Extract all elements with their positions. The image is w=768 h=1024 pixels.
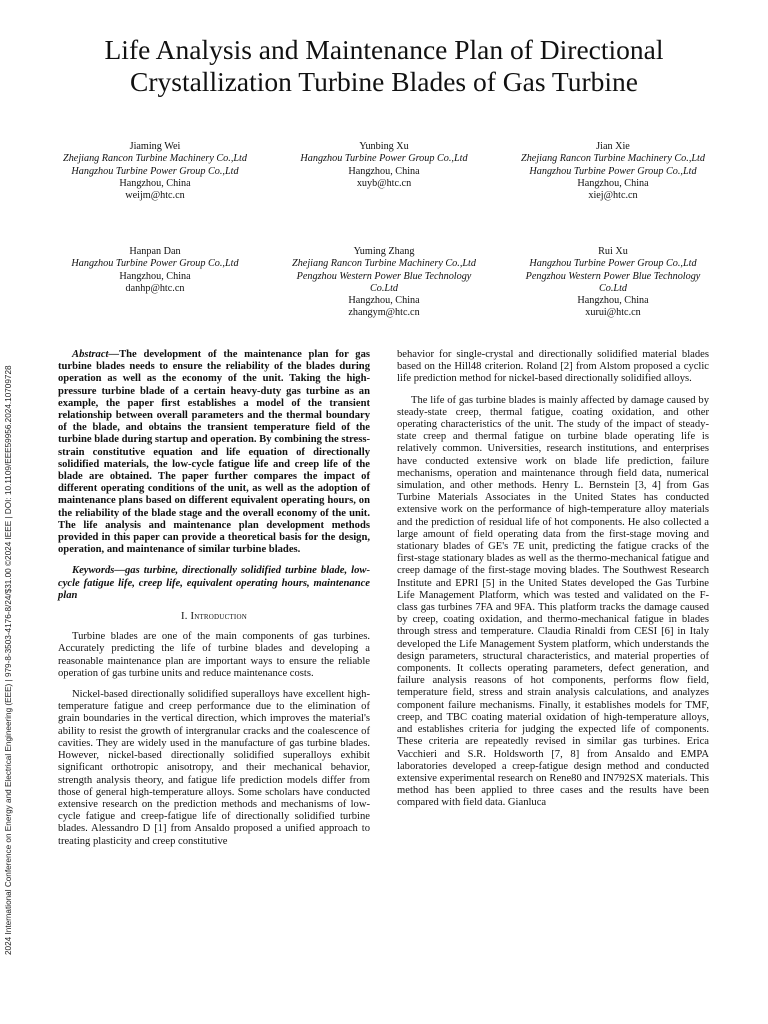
author-email: xuyb@htc.cn	[356, 177, 412, 189]
author-city: Hangzhou, China	[577, 295, 649, 307]
author-affiliation: Hangzhou Turbine Power Group Co.,Ltd	[71, 258, 239, 270]
author-email: zhangym@htc.cn	[348, 307, 420, 319]
author-email: xiej@htc.cn	[588, 190, 638, 202]
doi-sidebar-text: 2024 International Conference on Energy and Electrical Engineering (EEE) | 979-8-3503-4176-8/24/$31.00 ©2024 IEEE | DOI: 10.1109/EEE59956.2024.10709728	[4, 365, 13, 955]
paper-title: Life Analysis and Maintenance Plan of Directional Crystallization Turbine Blades of Gas Turbine	[104, 34, 664, 97]
author-affiliation: Zhejiang Rancon Turbine Machinery Co.,Ltd	[292, 258, 476, 270]
body-paragraph: Turbine blades are one of the main components of gas turbines. Accurately predicting the life of turbine blades and developing a reasonable maintenance plan are important ways to ensure the reliable operation of gas turbine units and reduce maintenance costs.	[58, 631, 370, 679]
abstract-label: Abstract—	[72, 349, 120, 360]
author-name: Hanpan Dan	[129, 246, 181, 257]
author-city: Hangzhou, China	[348, 295, 420, 307]
author-city: Hangzhou, China	[348, 165, 420, 177]
author-name: Jiaming Wei	[129, 141, 181, 152]
author-city: Hangzhou, China	[119, 177, 191, 189]
author-city: Hangzhou, China	[119, 270, 191, 282]
author-affiliation: Zhejiang Rancon Turbine Machinery Co.,Ltd	[521, 153, 705, 165]
author-name: Yuming Zhang	[353, 246, 415, 257]
author-email: xurui@htc.cn	[585, 307, 641, 319]
abstract-text: The development of the maintenance plan for gas turbine blades needs to ensure the reliability of the blades during operation as well as the economy of the unit. Taking the high-pressure turbine blade of a certain heavy-duty gas turbine as an example, the paper first establishes a model of the transient relationship between overall parameters and the thermal boundary of the blade, and obtains the transient temperature field of the turbine blade during startup and operation. By combining the stress-strain constitutive equation and life equation of directionally solidified materials, the low-cycle fatigue life and creep life of the blade are obtained. The paper further compares the impact of different operating conditions of the unit, as well as the adoption of maintenance plans based on different equivalent operating hours, on the reliability of the blade stage and the overall economy of the unit. The life analysis and maintenance plan development methods provided in this paper can provide a theoretical basis for the design, operation, and maintenance of similar turbine blades.	[58, 349, 370, 556]
author-affiliation: Zhejiang Rancon Turbine Machinery Co.,Ltd	[63, 153, 247, 165]
author-city: Hangzhou, China	[577, 177, 649, 189]
body-paragraph: The life of gas turbine blades is mainly affected by damage caused by steady-state creep, thermal fatigue, coating oxidation, and other operating characteristics of the unit. The study of the impact of steady-state creep and thermal fatigue on turbine blade operating life is relatively common. Universities, research institutions, and enterprises have conducted extensive work on blade life prediction, failure mechanisms, operation and maintenance through field data, numerical simulation, and other methods. Henry L. Bernstein [3, 4] from Gas Turbine Materials Associates in the United States has conducted extensive work on the performance of high-temperature alloy materials and the prediction of residual life of hot components. He also collected a large amount of field operating data from the first-stage moving and stationary blades of GE's 7E unit, predicting the fatigue cracks of the first-stage stationary blades as well as the thermo-mechanical fatigue and creep damage of the first-stage moving blades. The Southwest Research Institute and EPRI [5] in the United States developed the Gas Turbine Life Management Platform, which was tested and validated on the F-class gas turbines 7FA and 9FA. This platform tracks the damage caused by creep, coating oxidation, and thermo-mechanical fatigue in blades through stress and temperature. Claudia Rinaldi from CESI [6] in Italy developed the Life Management System platform, which understands the design parameters, structural characteristics, and material properties of components. It collects operating parameters, defect generation, and failure analysis reasons of hot components, performs flow field, temperature field, stress and strain analysis calculations, and analyzes component failure mechanisms. Finally, it establishes models for TMF, creep, and TBC coating material oxidation of high-temperature alloys, and establishes criteria for judging the expected life of components. These criteria are repeatedly revised in similar gas turbines. Erica Vacchieri and S.R. Holdsworth [7, 8] from Ansaldo and EMPA laboratories developed a creep-fatigue design method and conducted extensive experimental research on Rene80 and IN792SX materials. This method has been applied to three cases and the results have been compared with field data. Gianluca	[397, 394, 709, 809]
keywords-label: Keywords—	[72, 565, 125, 577]
author-block	[289, 246, 479, 320]
author-block	[60, 141, 250, 202]
left-column	[58, 349, 370, 857]
body-paragraph: Nickel-based directionally solidified superalloys have excellent high-temperature fatigue and creep performance due to the elimination of grain boundaries in the vertical direction, which improves the material's ability to resist the growth of intergranular cracks and the coalescence of cavities. They are widely used in the manufacture of gas turbine blades. However, nickel-based directionally solidified superalloys exhibit significant orthotropic anisotropy, and their mechanical behavior, strength analysis theory, and fatigue life prediction models differ from those of general high-temperature alloys. Some scholars have conducted extensive research on the prediction methods and mechanisms of low-cycle fatigue and creep-fatigue life of directionally solidified turbine blades. Alessandro D [1] from Ansaldo proposed a unified approach to treating plasticity and creep constitutive	[58, 689, 370, 847]
author-affiliation: Hangzhou Turbine Power Group Co.,Ltd	[529, 165, 697, 177]
author-affiliation: Pengzhou Western Power Blue Technology Co.Ltd	[525, 270, 701, 294]
author-block	[518, 141, 708, 202]
section-heading: I. Introduction	[181, 611, 247, 623]
author-name: Yunbing Xu	[359, 141, 409, 152]
keywords-text: gas turbine, directionally solidified turbine blade, low-cycle fatigue life, creep life, equivalent operating hours, maintenance plan	[58, 565, 370, 601]
author-name: Rui Xu	[598, 246, 628, 257]
author-affiliation: Pengzhou Western Power Blue Technology Co.Ltd	[296, 270, 472, 294]
author-email: danhp@htc.cn	[125, 282, 185, 294]
author-affiliation: Hangzhou Turbine Power Group Co.,Ltd	[529, 258, 697, 270]
keywords	[58, 565, 370, 602]
right-column	[397, 349, 709, 819]
abstract	[58, 349, 370, 556]
author-block	[60, 246, 250, 295]
author-affiliation: Hangzhou Turbine Power Group Co.,Ltd	[71, 165, 239, 177]
author-block	[289, 141, 479, 190]
author-block	[518, 246, 708, 320]
author-name: Jian Xie	[596, 141, 630, 152]
author-affiliation: Hangzhou Turbine Power Group Co.,Ltd	[300, 153, 468, 165]
body-paragraph: behavior for single-crystal and directionally solidified material blades based on the Hill48 criterion. Roland [2] from Alstom proposed a cyclic life prediction method for nickel-based directionally solidified alloys.	[397, 349, 709, 385]
author-email: weijm@htc.cn	[125, 190, 185, 202]
